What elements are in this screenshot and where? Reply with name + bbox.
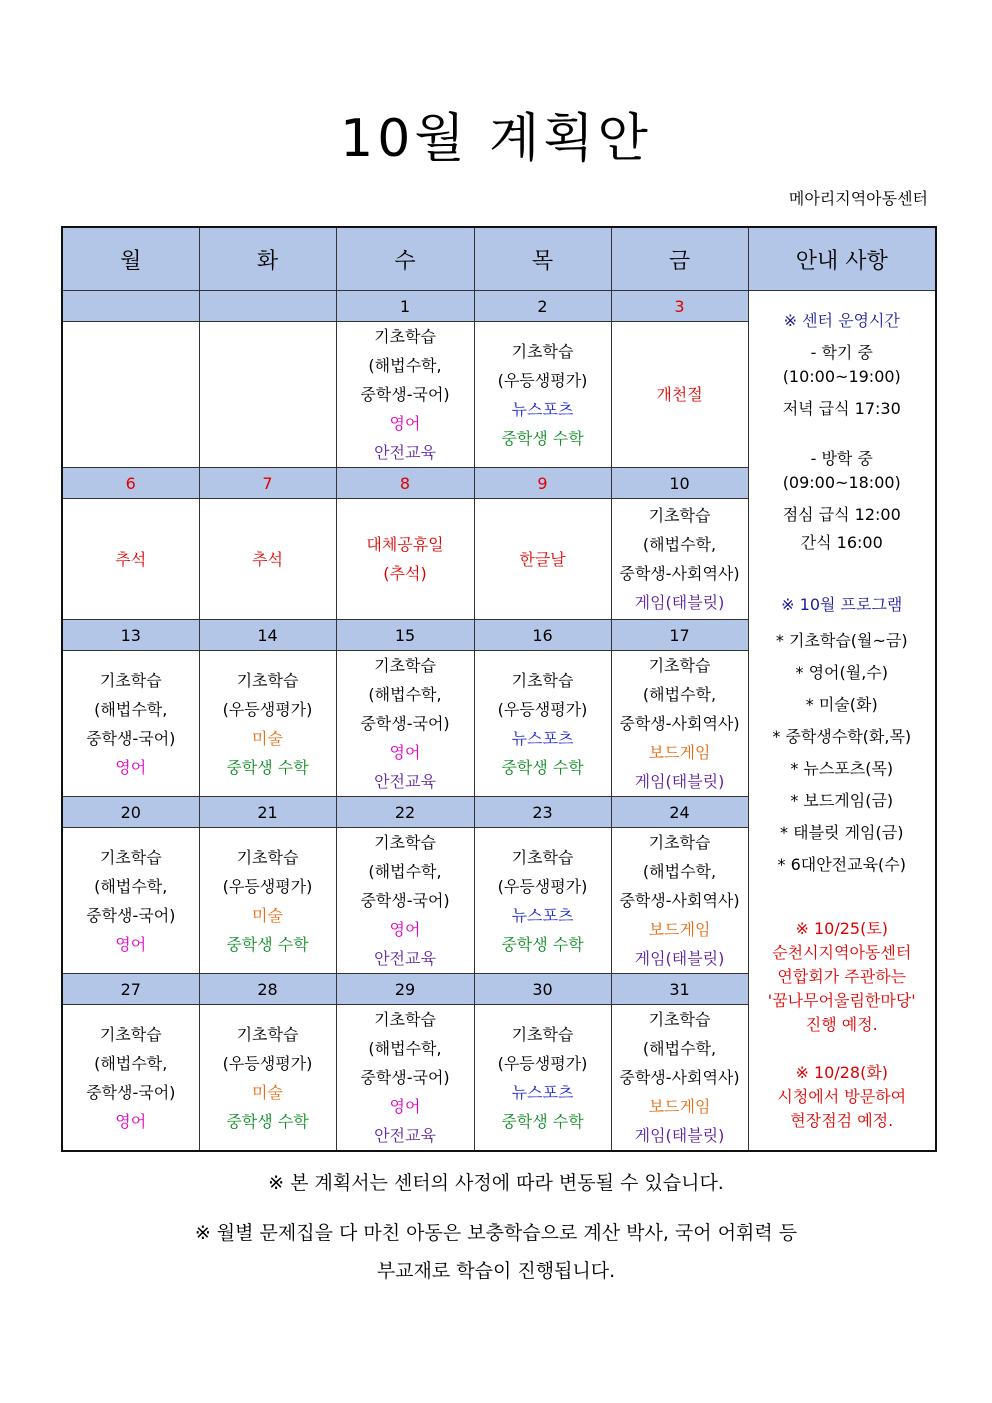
schedule-cell-mon — [62, 828, 199, 974]
activity-item: 기초학습 — [648, 1010, 711, 1029]
notes-panel — [748, 291, 936, 1152]
activity-item: 뉴스포츠 — [511, 399, 574, 419]
activity-item: (해법수학, — [368, 685, 442, 704]
activity-item: 중학생-국어) — [360, 891, 450, 910]
activity-item: 영어 — [389, 920, 421, 939]
date-cell-wed: 8 — [336, 468, 474, 499]
activity-item: 기초학습 — [511, 341, 574, 361]
notes-line: ※ 10/25(토) — [795, 918, 889, 938]
activity-item: 뉴스포츠 — [511, 1082, 574, 1102]
notes-line: * 6대안전교육(수) — [777, 854, 906, 874]
activity-item: 중학생-국어) — [360, 1068, 450, 1087]
activity-item: 영어 — [115, 757, 147, 777]
activity-item: 추석 — [252, 549, 283, 569]
activity-item: 기초학습 — [511, 847, 574, 867]
activity-item: (해법수학, — [642, 535, 717, 554]
notes-line: - 학기 중 — [810, 342, 873, 362]
activity-item: 영어 — [115, 934, 147, 954]
activity-item: 중학생 수학 — [501, 1111, 584, 1131]
activity-item: 안전교육 — [374, 772, 436, 791]
schedule-cell-tue — [199, 1005, 336, 1152]
activity-item: (해법수학, — [94, 699, 168, 719]
activity-item: 보드게임 — [648, 920, 711, 939]
schedule-cell-tue — [199, 322, 336, 468]
activity-item: 대체공휴일 — [366, 535, 444, 554]
date-cell-fri: 24 — [611, 797, 748, 828]
activity-item: 중학생 수학 — [501, 934, 584, 954]
activity-item: 기초학습 — [374, 327, 436, 346]
notes-line: * 태블릿 게임(금) — [780, 822, 904, 842]
notes-line: * 영어(월,수) — [795, 662, 888, 682]
schedule-cell-tue — [199, 828, 336, 974]
date-row — [62, 291, 936, 322]
activity-item: 기초학습 — [99, 847, 162, 867]
activity-item: 중학생-국어) — [86, 1082, 176, 1102]
activity-item: (우등생평가) — [497, 876, 588, 896]
activity-item: 한글날 — [519, 549, 566, 569]
activity-item: 영어 — [389, 414, 421, 433]
schedule-cell-tue — [199, 651, 336, 797]
date-cell-fri: 31 — [611, 974, 748, 1005]
schedule-cell-fri — [611, 828, 748, 974]
notes-line: - 방학 중 — [810, 448, 873, 468]
date-cell-mon: 27 — [62, 974, 199, 1005]
activity-item: 개천절 — [656, 385, 703, 404]
date-cell-mon: 6 — [62, 468, 199, 499]
schedule-cell-fri — [611, 499, 748, 620]
header-notes: 안내 사항 — [748, 227, 936, 291]
date-cell-mon — [62, 291, 199, 322]
schedule-cell-mon — [62, 499, 199, 620]
schedule-cell-tue — [199, 499, 336, 620]
notes-line: 진행 예정. — [805, 1014, 878, 1034]
date-cell-fri: 17 — [611, 620, 748, 651]
date-cell-mon: 20 — [62, 797, 199, 828]
activity-item: (우등생평가) — [497, 699, 588, 719]
schedule-cell-thu — [474, 322, 611, 468]
activity-item: 중학생-사회역사) — [619, 1068, 740, 1087]
activity-item: 중학생 수학 — [226, 757, 309, 777]
schedule-cell-fri — [611, 1005, 748, 1152]
date-cell-wed: 15 — [336, 620, 474, 651]
activity-item: 보드게임 — [648, 1097, 711, 1116]
schedule-cell-wed — [336, 828, 474, 974]
schedule-cell-mon — [62, 651, 199, 797]
date-cell-tue — [199, 291, 336, 322]
activity-item: (해법수학, — [642, 862, 717, 881]
activity-item: 중학생-사회역사) — [619, 564, 740, 583]
schedule-cell-thu — [474, 499, 611, 620]
notes-line: * 중학생수학(화,목) — [772, 726, 912, 746]
date-cell-thu: 9 — [474, 468, 611, 499]
activity-item: 중학생 수학 — [226, 1111, 309, 1131]
activity-item: 영어 — [389, 743, 421, 762]
date-cell-thu: 23 — [474, 797, 611, 828]
activity-item: 추석 — [115, 549, 147, 569]
activity-item: 중학생-사회역사) — [619, 714, 740, 733]
activity-item: (해법수학, — [368, 1039, 442, 1058]
activity-item: (우등생평가) — [497, 370, 588, 390]
organization-name: 메아리지역아동센터 — [788, 189, 928, 208]
date-cell-thu: 30 — [474, 974, 611, 1005]
header-monday: 월 — [62, 227, 199, 291]
activity-item: 중학생 수학 — [226, 934, 309, 954]
activity-item: 안전교육 — [374, 1126, 436, 1145]
schedule-cell-wed — [336, 651, 474, 797]
activity-item: 중학생-국어) — [86, 728, 176, 748]
activity-item: 기초학습 — [648, 506, 711, 525]
notes-line: ※ 10/28(화) — [795, 1062, 889, 1082]
notes-line: '꿈나무어울림한마당' — [767, 990, 916, 1010]
schedule-cell-wed — [336, 322, 474, 468]
activity-item: 안전교육 — [374, 949, 436, 968]
notes-line: 연합회가 주관하는 — [777, 966, 907, 986]
notes-line: (10:00~19:00) — [782, 366, 901, 386]
page-title: 10월 계획안 — [340, 109, 652, 169]
activity-item: 게임(태블릿) — [634, 1126, 725, 1145]
activity-item: (해법수학, — [94, 1053, 168, 1073]
date-cell-tue: 21 — [199, 797, 336, 828]
schedule-cell-fri — [611, 322, 748, 468]
footer-note-3: 부교재로 학습이 진행됩니다. — [376, 1260, 616, 1282]
calendar-table — [61, 226, 937, 1152]
header-row — [62, 227, 936, 291]
activity-item: 기초학습 — [648, 656, 711, 675]
schedule-cell-wed — [336, 499, 474, 620]
activity-item: 기초학습 — [511, 1024, 574, 1044]
date-cell-wed: 29 — [336, 974, 474, 1005]
activity-item: 기초학습 — [511, 670, 574, 690]
date-cell-wed: 1 — [336, 291, 474, 322]
activity-item: (우등생평가) — [222, 1053, 313, 1073]
activity-item: 중학생 수학 — [501, 757, 584, 777]
activity-item: 중학생-국어) — [360, 385, 450, 404]
activity-item: 기초학습 — [374, 833, 436, 852]
schedule-cell-mon — [62, 322, 199, 468]
notes-line: 점심 급식 12:00 — [782, 504, 901, 524]
date-cell-tue: 14 — [199, 620, 336, 651]
activity-item: 영어 — [389, 1097, 421, 1116]
date-cell-fri: 3 — [611, 291, 748, 322]
activity-item: 기초학습 — [99, 1024, 162, 1044]
header-wednesday: 수 — [336, 227, 474, 291]
activity-item: 미술 — [252, 905, 283, 925]
activity-item: 기초학습 — [236, 1024, 299, 1044]
activity-item: 게임(태블릿) — [634, 949, 725, 968]
schedule-cell-wed — [336, 1005, 474, 1152]
activity-item: 중학생 수학 — [501, 428, 584, 448]
notes-line: * 기초학습(월~금) — [775, 630, 908, 650]
activity-item: (우등생평가) — [497, 1053, 588, 1073]
activity-item: (추석) — [383, 564, 427, 583]
notes-line: * 보드게임(금) — [790, 790, 894, 810]
activity-item: 중학생-사회역사) — [619, 891, 740, 910]
schedule-cell-thu — [474, 828, 611, 974]
activity-item: 기초학습 — [236, 670, 299, 690]
activity-item: 기초학습 — [374, 656, 436, 675]
activity-item: (해법수학, — [94, 876, 168, 896]
notes-line: 간식 16:00 — [800, 532, 883, 552]
activity-item: 기초학습 — [374, 1010, 436, 1029]
notes-line: * 뉴스포츠(목) — [790, 758, 894, 778]
header-thursday: 목 — [474, 227, 611, 291]
notes-line: 순천시지역아동센터 — [772, 942, 912, 962]
activity-item: (해법수학, — [368, 356, 442, 375]
activity-item: 게임(태블릿) — [634, 593, 725, 612]
date-cell-wed: 22 — [336, 797, 474, 828]
schedule-cell-mon — [62, 1005, 199, 1152]
date-cell-fri: 10 — [611, 468, 748, 499]
notes-line: ※ 센터 운영시간 — [783, 310, 900, 330]
notes-line: (09:00~18:00) — [782, 472, 901, 492]
activity-item: 보드게임 — [648, 743, 711, 762]
footer-note-1: ※ 본 계획서는 센터의 사정에 따라 변동될 수 있습니다. — [268, 1172, 724, 1194]
footer-note-2: ※ 월별 문제집을 다 마친 아동은 보충학습으로 계산 박사, 국어 어휘력 등 — [194, 1222, 798, 1244]
activity-item: 미술 — [252, 728, 283, 748]
activity-item: 중학생-국어) — [360, 714, 450, 733]
activity-item: 미술 — [252, 1082, 283, 1102]
activity-item: (해법수학, — [642, 685, 717, 704]
header-friday: 금 — [611, 227, 748, 291]
date-cell-mon: 13 — [62, 620, 199, 651]
activity-item: 안전교육 — [374, 443, 436, 462]
date-cell-thu: 16 — [474, 620, 611, 651]
schedule-cell-thu — [474, 1005, 611, 1152]
activity-item: 기초학습 — [648, 833, 711, 852]
schedule-cell-thu — [474, 651, 611, 797]
activity-item: 게임(태블릿) — [634, 772, 725, 791]
activity-item: 기초학습 — [236, 847, 299, 867]
activity-item: (해법수학, — [368, 862, 442, 881]
date-cell-thu: 2 — [474, 291, 611, 322]
date-cell-tue: 7 — [199, 468, 336, 499]
notes-line: 저녁 급식 17:30 — [782, 398, 901, 418]
activity-item: 뉴스포츠 — [511, 905, 574, 925]
schedule-cell-fri — [611, 651, 748, 797]
activity-item: 중학생-국어) — [86, 905, 176, 925]
date-cell-tue: 28 — [199, 974, 336, 1005]
activity-item: (우등생평가) — [222, 876, 313, 896]
notes-line: * 미술(화) — [805, 694, 878, 714]
activity-item: (해법수학, — [642, 1039, 717, 1058]
notes-line: 시청에서 방문하여 — [777, 1086, 907, 1106]
activity-item: (우등생평가) — [222, 699, 313, 719]
activity-item: 기초학습 — [99, 670, 162, 690]
header-tuesday: 화 — [199, 227, 336, 291]
activity-item: 뉴스포츠 — [511, 728, 574, 748]
notes-line: 현장점검 예정. — [790, 1110, 894, 1130]
activity-item: 영어 — [115, 1111, 147, 1131]
notes-line: ※ 10월 프로그램 — [781, 594, 903, 614]
